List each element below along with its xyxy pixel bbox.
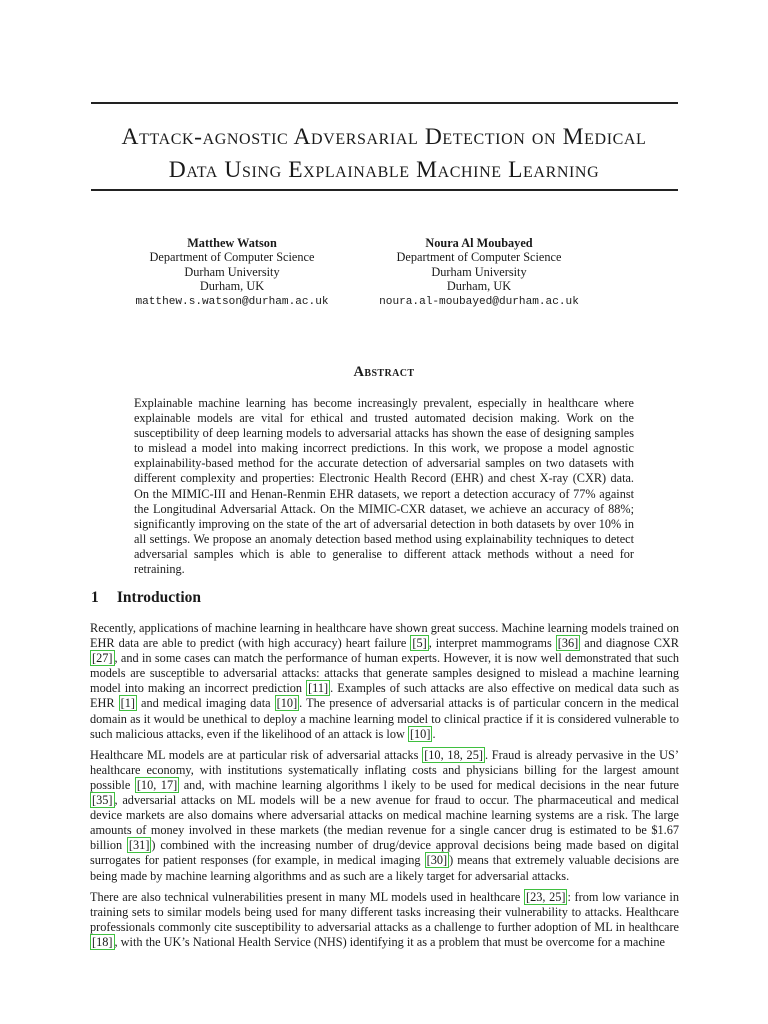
paragraph-text: There are also technical vulnerabilities present in many ML models used in healthcare bbox=[90, 889, 524, 904]
paragraph-text: . bbox=[432, 726, 436, 741]
citation-link[interactable]: [10, 18, 25] bbox=[424, 747, 483, 762]
paragraph-text: Recently, applications of machine learning in healthcare have shown great success. Machine learning models trained on EHR data are able to predict (with high accuracy) heart failure bbox=[90, 621, 679, 651]
paragraph-text: . The presence of adversarial attacks is of particular concern in the medical domain as it would be unethical to deploy a machine learning model to clinical practice if it is considered vulnerable to such malicious attacks, even if the likelihood of an attack is low bbox=[90, 696, 679, 741]
citation-link[interactable]: [36] bbox=[557, 636, 579, 651]
body-paragraph bbox=[90, 890, 679, 950]
citation-link[interactable]: [10, 17] bbox=[136, 777, 178, 792]
paragraph-text: . Fraud is already pervasive in the US’ healthcare economy, with institutions systematically inflating costs and physicians billing for the largest amount possible bbox=[90, 747, 679, 792]
author-email[interactable]: matthew.s.watson@durham.ac.uk bbox=[135, 295, 329, 308]
paragraph-text: , with the UK’s National Health Service (NHS) identifying it as a problem that must be overcome for a machine bbox=[114, 934, 665, 949]
author-location: Durham, UK bbox=[199, 279, 265, 294]
citation-link[interactable]: [31] bbox=[128, 838, 150, 853]
citation-link[interactable]: [27] bbox=[92, 651, 113, 666]
section-number: 1 bbox=[91, 589, 99, 606]
paragraph-text: and, with machine learning algorithms l ikely to be used for medical decisions in the near future bbox=[179, 777, 679, 792]
body-paragraph bbox=[90, 748, 679, 884]
paragraph-text: and medical imaging data bbox=[136, 696, 275, 711]
author-university: Durham University bbox=[431, 264, 527, 279]
citation-link[interactable]: [1] bbox=[120, 696, 135, 711]
body-paragraph bbox=[90, 621, 679, 742]
citation-link[interactable]: [23, 25] bbox=[525, 889, 566, 904]
paragraph-text: , adversarial attacks on ML models will be a new avenue for fraud to occur. The pharmaceutical and medical device markets are also domains where adversarial attacks on medical machine learning systems are a risk. The large amounts of money involved in these markets (the median revenue for a single cancer drug is estimated to be $1.67 billion bbox=[90, 793, 679, 853]
paper-title bbox=[70, 121, 698, 187]
paragraph-text: , and in some cases can match the performance of human experts. However, it is now well demonstrated that such models are susceptible to adversarial attacks: attacks that generate samples designed to mislead a machine learning model into making an incorrect prediction bbox=[90, 651, 679, 696]
author-email[interactable]: noura.al-moubayed@durham.ac.uk bbox=[379, 295, 579, 308]
paragraph-text: and diagnose CXR bbox=[580, 636, 679, 651]
paragraph-text: , interpret mammograms bbox=[428, 636, 556, 651]
paragraph-text: Healthcare ML models are at particular risk of adversarial attacks bbox=[90, 747, 423, 762]
abstract-text: Explainable machine learning has become increasingly prevalent, especially in healthcare where explainable models are vital for ethical and trusted automated decision making. Work on the susceptibility of deep learning models to adversarial attacks has shown the ease of designing samples to mislead a model into making incorrect predictions. In this work, we propose a model agnostic explainability-based method for the accurate detection of adversarial samples on two datasets with different complexity and properties: Electronic Health Record (EHR) and chest X-ray (CXR) data. On the MIMIC-III and Henan-Renmin EHR datasets, we report a detection accuracy of 77% against the Longitudinal Adversarial Attack. On the MIMIC-CXR dataset, we achieve an accuracy of 88%; significantly improving on the state of the art of adversarial detection in both datasets by over 10% in all settings. We propose an anomaly detection based method using explainability techniques to detect adversarial samples which is able to generalise to different attack methods without a need for retraining. bbox=[134, 396, 634, 577]
citation-link[interactable]: [30] bbox=[426, 853, 448, 868]
author-university: Durham University bbox=[184, 264, 280, 279]
paragraph-text: ) means that extremely valuable decisions are being made by machine learning algorithms and as such are a likely target for adversarial attacks. bbox=[90, 853, 679, 883]
title-rule-bottom bbox=[91, 189, 678, 191]
citation-link[interactable]: [10] bbox=[409, 726, 431, 741]
author-department: Department of Computer Science bbox=[396, 250, 562, 265]
citation-link[interactable]: [18] bbox=[92, 934, 113, 949]
author-block bbox=[329, 236, 629, 309]
author-department: Department of Computer Science bbox=[149, 250, 315, 265]
paragraph-text: : from low variance in training sets to similar models being used for many different tasks increasing their vulnerability to attacks. Healthcare professionals commonly cite susceptibility to adversarial attacks as a challenge to further adoption of ML in healthcare bbox=[90, 889, 679, 934]
title-line-2: Data Using Explainable Machine Learning bbox=[168, 157, 600, 183]
author-name: Noura Al Moubayed bbox=[425, 236, 533, 250]
citation-link[interactable]: [35] bbox=[92, 793, 113, 808]
section-title: Introduction bbox=[116, 589, 201, 606]
citation-link[interactable]: [10] bbox=[276, 696, 298, 711]
citation-link[interactable]: [11] bbox=[308, 681, 329, 696]
author-location: Durham, UK bbox=[446, 279, 512, 294]
abstract-heading: Abstract bbox=[353, 364, 415, 380]
title-rule-top bbox=[91, 102, 678, 104]
section-heading bbox=[91, 589, 201, 607]
paragraph-text: . Examples of such attacks are also effective on medical data such as EHR bbox=[90, 681, 679, 711]
author-name: Matthew Watson bbox=[187, 236, 277, 250]
introduction-body bbox=[90, 621, 679, 956]
title-line-1: Attack-agnostic Adversarial Detection on Medical bbox=[121, 124, 647, 150]
citation-link[interactable]: [5] bbox=[412, 636, 427, 651]
paragraph-text: ) combined with the increasing number of drug/device approval decisions being made based on digital surrogates for patient responses (for example, in medical imaging bbox=[90, 838, 680, 868]
